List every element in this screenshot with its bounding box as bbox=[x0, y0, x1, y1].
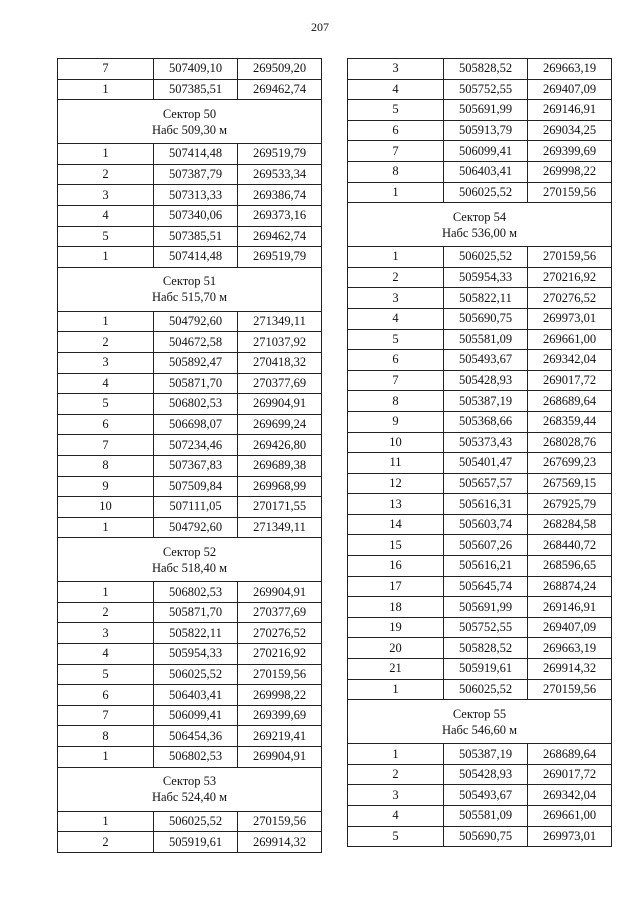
sector-header-row bbox=[58, 100, 322, 144]
point-number-cell: 8 bbox=[58, 455, 154, 476]
page-number: 207 bbox=[311, 20, 329, 34]
table-row bbox=[58, 79, 322, 100]
table-row bbox=[348, 617, 612, 638]
y-coordinate-cell: 269462,74 bbox=[238, 79, 322, 100]
x-coordinate-cell: 506802,53 bbox=[154, 582, 238, 603]
x-coordinate-cell: 505428,93 bbox=[444, 764, 528, 785]
sector-height: Набс 515,70 м bbox=[151, 290, 228, 305]
y-coordinate-cell: 269661,00 bbox=[528, 806, 612, 827]
x-coordinate-cell: 505822,11 bbox=[444, 288, 528, 309]
point-number-cell: 5 bbox=[348, 826, 444, 847]
x-coordinate-cell: 505581,09 bbox=[444, 329, 528, 350]
table-row bbox=[58, 726, 322, 747]
table-row bbox=[58, 623, 322, 644]
y-coordinate-cell: 269342,04 bbox=[528, 785, 612, 806]
x-coordinate-cell: 507367,83 bbox=[154, 455, 238, 476]
sector-title: Сектор 52 bbox=[162, 544, 217, 559]
x-coordinate-cell: 505691,99 bbox=[444, 100, 528, 121]
y-coordinate-cell: 269914,32 bbox=[528, 659, 612, 680]
table-row bbox=[58, 455, 322, 476]
y-coordinate-cell: 270276,52 bbox=[528, 288, 612, 309]
x-coordinate-cell: 505690,75 bbox=[444, 826, 528, 847]
y-coordinate-cell: 269904,91 bbox=[238, 394, 322, 415]
table-row bbox=[58, 435, 322, 456]
point-number-cell: 3 bbox=[58, 185, 154, 206]
x-coordinate-cell: 505616,21 bbox=[444, 556, 528, 577]
x-coordinate-cell: 506025,52 bbox=[444, 182, 528, 203]
x-coordinate-cell: 504672,58 bbox=[154, 332, 238, 353]
x-coordinate-cell: 505828,52 bbox=[444, 59, 528, 80]
table-row bbox=[348, 161, 612, 182]
point-number-cell: 2 bbox=[58, 832, 154, 853]
sector-header bbox=[58, 538, 322, 582]
y-coordinate-cell: 269533,34 bbox=[238, 164, 322, 185]
sector-header-row bbox=[58, 767, 322, 811]
y-coordinate-cell: 269399,69 bbox=[238, 705, 322, 726]
point-number-cell: 4 bbox=[348, 79, 444, 100]
point-number-cell: 1 bbox=[58, 144, 154, 165]
y-coordinate-cell: 269968,99 bbox=[238, 476, 322, 497]
x-coordinate-cell: 505752,55 bbox=[444, 617, 528, 638]
table-row bbox=[348, 556, 612, 577]
point-number-cell: 6 bbox=[58, 414, 154, 435]
y-coordinate-cell: 269699,24 bbox=[238, 414, 322, 435]
sector-height: Набс 518,40 м bbox=[151, 560, 228, 575]
table-row bbox=[58, 164, 322, 185]
table-row bbox=[58, 747, 322, 768]
x-coordinate-cell: 505428,93 bbox=[444, 370, 528, 391]
y-coordinate-cell: 269998,22 bbox=[238, 685, 322, 706]
y-coordinate-cell: 268689,64 bbox=[528, 744, 612, 765]
table-row bbox=[58, 602, 322, 623]
y-coordinate-cell: 269017,72 bbox=[528, 764, 612, 785]
table-row bbox=[348, 370, 612, 391]
point-number-cell: 2 bbox=[348, 764, 444, 785]
point-number-cell: 5 bbox=[58, 226, 154, 247]
point-number-cell: 10 bbox=[58, 497, 154, 518]
y-coordinate-cell: 267569,15 bbox=[528, 473, 612, 494]
x-coordinate-cell: 505690,75 bbox=[444, 308, 528, 329]
x-coordinate-cell: 506454,36 bbox=[154, 726, 238, 747]
point-number-cell: 7 bbox=[58, 59, 154, 80]
sector-title: Сектор 51 bbox=[162, 274, 217, 289]
y-coordinate-cell: 269219,41 bbox=[238, 726, 322, 747]
point-number-cell: 18 bbox=[348, 597, 444, 618]
y-coordinate-cell: 268596,65 bbox=[528, 556, 612, 577]
sector-height: Набс 536,00 м bbox=[441, 225, 518, 240]
sector-height: Набс 524,40 м bbox=[151, 790, 228, 805]
y-coordinate-cell: 271037,92 bbox=[238, 332, 322, 353]
y-coordinate-cell: 271349,11 bbox=[238, 311, 322, 332]
y-coordinate-cell: 270159,56 bbox=[528, 679, 612, 700]
y-coordinate-cell: 270159,56 bbox=[528, 182, 612, 203]
y-coordinate-cell: 268440,72 bbox=[528, 535, 612, 556]
table-row bbox=[348, 391, 612, 412]
table-row bbox=[348, 182, 612, 203]
sector-title: Сектор 54 bbox=[452, 209, 507, 224]
y-coordinate-cell: 270159,56 bbox=[238, 664, 322, 685]
table-row bbox=[58, 664, 322, 685]
table-row bbox=[58, 352, 322, 373]
sector-header bbox=[348, 700, 612, 744]
table-row bbox=[58, 332, 322, 353]
table-row bbox=[348, 638, 612, 659]
sector-header-row bbox=[58, 538, 322, 582]
x-coordinate-cell: 507414,48 bbox=[154, 144, 238, 165]
y-coordinate-cell: 269373,16 bbox=[238, 205, 322, 226]
point-number-cell: 1 bbox=[348, 744, 444, 765]
sector-title: Сектор 55 bbox=[452, 706, 507, 721]
sector-height: Набс 509,30 м bbox=[151, 122, 228, 137]
table-row bbox=[348, 329, 612, 350]
point-number-cell: 1 bbox=[348, 182, 444, 203]
point-number-cell: 7 bbox=[58, 705, 154, 726]
x-coordinate-cell: 505828,52 bbox=[444, 638, 528, 659]
table-row bbox=[58, 705, 322, 726]
x-coordinate-cell: 506025,52 bbox=[154, 664, 238, 685]
table-row bbox=[348, 659, 612, 680]
table-row bbox=[348, 288, 612, 309]
table-row bbox=[348, 597, 612, 618]
y-coordinate-cell: 269973,01 bbox=[528, 308, 612, 329]
x-coordinate-cell: 505752,55 bbox=[444, 79, 528, 100]
y-coordinate-cell: 269146,91 bbox=[528, 597, 612, 618]
x-coordinate-cell: 505892,47 bbox=[154, 352, 238, 373]
point-number-cell: 12 bbox=[348, 473, 444, 494]
y-coordinate-cell: 268689,64 bbox=[528, 391, 612, 412]
table-row bbox=[58, 311, 322, 332]
point-number-cell: 2 bbox=[348, 267, 444, 288]
x-coordinate-cell: 507340,06 bbox=[154, 205, 238, 226]
x-coordinate-cell: 505616,31 bbox=[444, 494, 528, 515]
x-coordinate-cell: 506403,41 bbox=[444, 161, 528, 182]
x-coordinate-cell: 505657,57 bbox=[444, 473, 528, 494]
point-number-cell: 7 bbox=[348, 141, 444, 162]
sector-header-row bbox=[348, 700, 612, 744]
y-coordinate-cell: 270418,32 bbox=[238, 352, 322, 373]
sector-height: Набс 546,60 м bbox=[441, 722, 518, 737]
y-coordinate-cell: 268028,76 bbox=[528, 432, 612, 453]
point-number-cell: 1 bbox=[58, 517, 154, 538]
point-number-cell: 1 bbox=[58, 311, 154, 332]
table-row bbox=[348, 744, 612, 765]
y-coordinate-cell: 270377,69 bbox=[238, 373, 322, 394]
point-number-cell: 5 bbox=[348, 100, 444, 121]
table-row bbox=[58, 685, 322, 706]
point-number-cell: 9 bbox=[58, 476, 154, 497]
table-row bbox=[58, 644, 322, 665]
point-number-cell: 1 bbox=[58, 811, 154, 832]
point-number-cell: 3 bbox=[348, 288, 444, 309]
y-coordinate-cell: 269146,91 bbox=[528, 100, 612, 121]
point-number-cell: 3 bbox=[348, 59, 444, 80]
x-coordinate-cell: 506025,52 bbox=[154, 811, 238, 832]
y-coordinate-cell: 271349,11 bbox=[238, 517, 322, 538]
table-row bbox=[58, 811, 322, 832]
y-coordinate-cell: 269407,09 bbox=[528, 79, 612, 100]
table-row bbox=[58, 517, 322, 538]
x-coordinate-cell: 505493,67 bbox=[444, 785, 528, 806]
x-coordinate-cell: 506025,52 bbox=[444, 679, 528, 700]
y-coordinate-cell: 269342,04 bbox=[528, 350, 612, 371]
table-row bbox=[58, 832, 322, 853]
x-coordinate-cell: 506099,41 bbox=[154, 705, 238, 726]
coordinates-table-right bbox=[347, 58, 612, 847]
y-coordinate-cell: 269509,20 bbox=[238, 59, 322, 80]
sector-header bbox=[58, 100, 322, 144]
table-row bbox=[348, 494, 612, 515]
y-coordinate-cell: 269904,91 bbox=[238, 582, 322, 603]
x-coordinate-cell: 505691,99 bbox=[444, 597, 528, 618]
y-coordinate-cell: 269663,19 bbox=[528, 59, 612, 80]
sector-header-row bbox=[58, 267, 322, 311]
x-coordinate-cell: 505581,09 bbox=[444, 806, 528, 827]
point-number-cell: 3 bbox=[348, 785, 444, 806]
y-coordinate-cell: 269689,38 bbox=[238, 455, 322, 476]
point-number-cell: 15 bbox=[348, 535, 444, 556]
point-number-cell: 2 bbox=[58, 332, 154, 353]
x-coordinate-cell: 505493,67 bbox=[444, 350, 528, 371]
x-coordinate-cell: 507234,46 bbox=[154, 435, 238, 456]
x-coordinate-cell: 505368,66 bbox=[444, 411, 528, 432]
x-coordinate-cell: 505913,79 bbox=[444, 120, 528, 141]
sector-header bbox=[58, 767, 322, 811]
table-row bbox=[348, 826, 612, 847]
x-coordinate-cell: 507414,48 bbox=[154, 247, 238, 268]
y-coordinate-cell: 270171,55 bbox=[238, 497, 322, 518]
x-coordinate-cell: 507385,51 bbox=[154, 79, 238, 100]
point-number-cell: 8 bbox=[348, 161, 444, 182]
point-number-cell: 10 bbox=[348, 432, 444, 453]
sector-header bbox=[58, 267, 322, 311]
x-coordinate-cell: 505919,61 bbox=[154, 832, 238, 853]
x-coordinate-cell: 506025,52 bbox=[444, 247, 528, 268]
point-number-cell: 16 bbox=[348, 556, 444, 577]
point-number-cell: 1 bbox=[58, 247, 154, 268]
point-number-cell: 2 bbox=[58, 602, 154, 623]
y-coordinate-cell: 270216,92 bbox=[238, 644, 322, 665]
table-row bbox=[348, 453, 612, 474]
point-number-cell: 6 bbox=[348, 350, 444, 371]
y-coordinate-cell: 270216,92 bbox=[528, 267, 612, 288]
y-coordinate-cell: 270159,56 bbox=[238, 811, 322, 832]
table-row bbox=[348, 473, 612, 494]
table-row bbox=[58, 394, 322, 415]
y-coordinate-cell: 269407,09 bbox=[528, 617, 612, 638]
table-row bbox=[58, 373, 322, 394]
table-row bbox=[348, 432, 612, 453]
table-row bbox=[348, 79, 612, 100]
x-coordinate-cell: 507385,51 bbox=[154, 226, 238, 247]
table-row bbox=[58, 582, 322, 603]
point-number-cell: 6 bbox=[348, 120, 444, 141]
table-row bbox=[348, 764, 612, 785]
table-row bbox=[348, 267, 612, 288]
x-coordinate-cell: 506403,41 bbox=[154, 685, 238, 706]
point-number-cell: 3 bbox=[58, 623, 154, 644]
x-coordinate-cell: 506698,07 bbox=[154, 414, 238, 435]
y-coordinate-cell: 267699,23 bbox=[528, 453, 612, 474]
table-row bbox=[58, 59, 322, 80]
table-row bbox=[58, 144, 322, 165]
x-coordinate-cell: 505871,70 bbox=[154, 373, 238, 394]
point-number-cell: 1 bbox=[58, 79, 154, 100]
point-number-cell: 1 bbox=[58, 582, 154, 603]
x-coordinate-cell: 507111,05 bbox=[154, 497, 238, 518]
x-coordinate-cell: 505954,33 bbox=[444, 267, 528, 288]
point-number-cell: 4 bbox=[58, 644, 154, 665]
point-number-cell: 3 bbox=[58, 352, 154, 373]
sector-header-row bbox=[348, 203, 612, 247]
table-row bbox=[348, 785, 612, 806]
y-coordinate-cell: 268874,24 bbox=[528, 576, 612, 597]
point-number-cell: 5 bbox=[58, 664, 154, 685]
table-row bbox=[348, 59, 612, 80]
point-number-cell: 7 bbox=[348, 370, 444, 391]
x-coordinate-cell: 507387,79 bbox=[154, 164, 238, 185]
x-coordinate-cell: 506099,41 bbox=[444, 141, 528, 162]
point-number-cell: 6 bbox=[58, 685, 154, 706]
y-coordinate-cell: 269399,69 bbox=[528, 141, 612, 162]
table-row bbox=[348, 247, 612, 268]
x-coordinate-cell: 507509,84 bbox=[154, 476, 238, 497]
x-coordinate-cell: 504792,60 bbox=[154, 311, 238, 332]
y-coordinate-cell: 268359,44 bbox=[528, 411, 612, 432]
y-coordinate-cell: 269914,32 bbox=[238, 832, 322, 853]
table-row bbox=[58, 247, 322, 268]
y-coordinate-cell: 269663,19 bbox=[528, 638, 612, 659]
x-coordinate-cell: 507313,33 bbox=[154, 185, 238, 206]
x-coordinate-cell: 505645,74 bbox=[444, 576, 528, 597]
point-number-cell: 8 bbox=[348, 391, 444, 412]
point-number-cell: 1 bbox=[348, 247, 444, 268]
sector-header bbox=[348, 203, 612, 247]
point-number-cell: 7 bbox=[58, 435, 154, 456]
x-coordinate-cell: 506802,53 bbox=[154, 394, 238, 415]
table-row bbox=[58, 476, 322, 497]
y-coordinate-cell: 269519,79 bbox=[238, 247, 322, 268]
point-number-cell: 20 bbox=[348, 638, 444, 659]
x-coordinate-cell: 504792,60 bbox=[154, 517, 238, 538]
point-number-cell: 19 bbox=[348, 617, 444, 638]
y-coordinate-cell: 270377,69 bbox=[238, 602, 322, 623]
table-row bbox=[58, 205, 322, 226]
y-coordinate-cell: 269462,74 bbox=[238, 226, 322, 247]
table-row bbox=[58, 497, 322, 518]
point-number-cell: 8 bbox=[58, 726, 154, 747]
y-coordinate-cell: 269973,01 bbox=[528, 826, 612, 847]
y-coordinate-cell: 269034,25 bbox=[528, 120, 612, 141]
table-row bbox=[348, 100, 612, 121]
y-coordinate-cell: 269661,00 bbox=[528, 329, 612, 350]
coordinates-table-left bbox=[57, 58, 322, 853]
y-coordinate-cell: 270276,52 bbox=[238, 623, 322, 644]
x-coordinate-cell: 505822,11 bbox=[154, 623, 238, 644]
point-number-cell: 2 bbox=[58, 164, 154, 185]
point-number-cell: 5 bbox=[348, 329, 444, 350]
y-coordinate-cell: 269998,22 bbox=[528, 161, 612, 182]
x-coordinate-cell: 506802,53 bbox=[154, 747, 238, 768]
table-row bbox=[348, 308, 612, 329]
sector-title: Сектор 50 bbox=[162, 106, 217, 121]
table-row bbox=[348, 120, 612, 141]
point-number-cell: 11 bbox=[348, 453, 444, 474]
point-number-cell: 4 bbox=[348, 806, 444, 827]
table-row bbox=[348, 679, 612, 700]
sector-title: Сектор 53 bbox=[162, 774, 217, 789]
point-number-cell: 4 bbox=[58, 373, 154, 394]
point-number-cell: 13 bbox=[348, 494, 444, 515]
x-coordinate-cell: 505871,70 bbox=[154, 602, 238, 623]
y-coordinate-cell: 269017,72 bbox=[528, 370, 612, 391]
table-row bbox=[58, 226, 322, 247]
x-coordinate-cell: 505401,47 bbox=[444, 453, 528, 474]
point-number-cell: 4 bbox=[348, 308, 444, 329]
point-number-cell: 1 bbox=[58, 747, 154, 768]
x-coordinate-cell: 505954,33 bbox=[154, 644, 238, 665]
point-number-cell: 17 bbox=[348, 576, 444, 597]
table-row bbox=[348, 576, 612, 597]
table-row bbox=[348, 141, 612, 162]
y-coordinate-cell: 269519,79 bbox=[238, 144, 322, 165]
x-coordinate-cell: 505373,43 bbox=[444, 432, 528, 453]
table-row bbox=[348, 350, 612, 371]
point-number-cell: 14 bbox=[348, 514, 444, 535]
point-number-cell: 21 bbox=[348, 659, 444, 680]
y-coordinate-cell: 270159,56 bbox=[528, 247, 612, 268]
x-coordinate-cell: 507409,10 bbox=[154, 59, 238, 80]
point-number-cell: 9 bbox=[348, 411, 444, 432]
point-number-cell: 5 bbox=[58, 394, 154, 415]
y-coordinate-cell: 269904,91 bbox=[238, 747, 322, 768]
y-coordinate-cell: 267925,79 bbox=[528, 494, 612, 515]
table-row bbox=[58, 414, 322, 435]
x-coordinate-cell: 505607,26 bbox=[444, 535, 528, 556]
x-coordinate-cell: 505387,19 bbox=[444, 744, 528, 765]
x-coordinate-cell: 505387,19 bbox=[444, 391, 528, 412]
table-row bbox=[348, 806, 612, 827]
point-number-cell: 4 bbox=[58, 205, 154, 226]
table-row bbox=[58, 185, 322, 206]
table-row bbox=[348, 535, 612, 556]
table-row bbox=[348, 514, 612, 535]
y-coordinate-cell: 268284,58 bbox=[528, 514, 612, 535]
y-coordinate-cell: 269426,80 bbox=[238, 435, 322, 456]
x-coordinate-cell: 505919,61 bbox=[444, 659, 528, 680]
point-number-cell: 1 bbox=[348, 679, 444, 700]
x-coordinate-cell: 505603,74 bbox=[444, 514, 528, 535]
table-row bbox=[348, 411, 612, 432]
y-coordinate-cell: 269386,74 bbox=[238, 185, 322, 206]
